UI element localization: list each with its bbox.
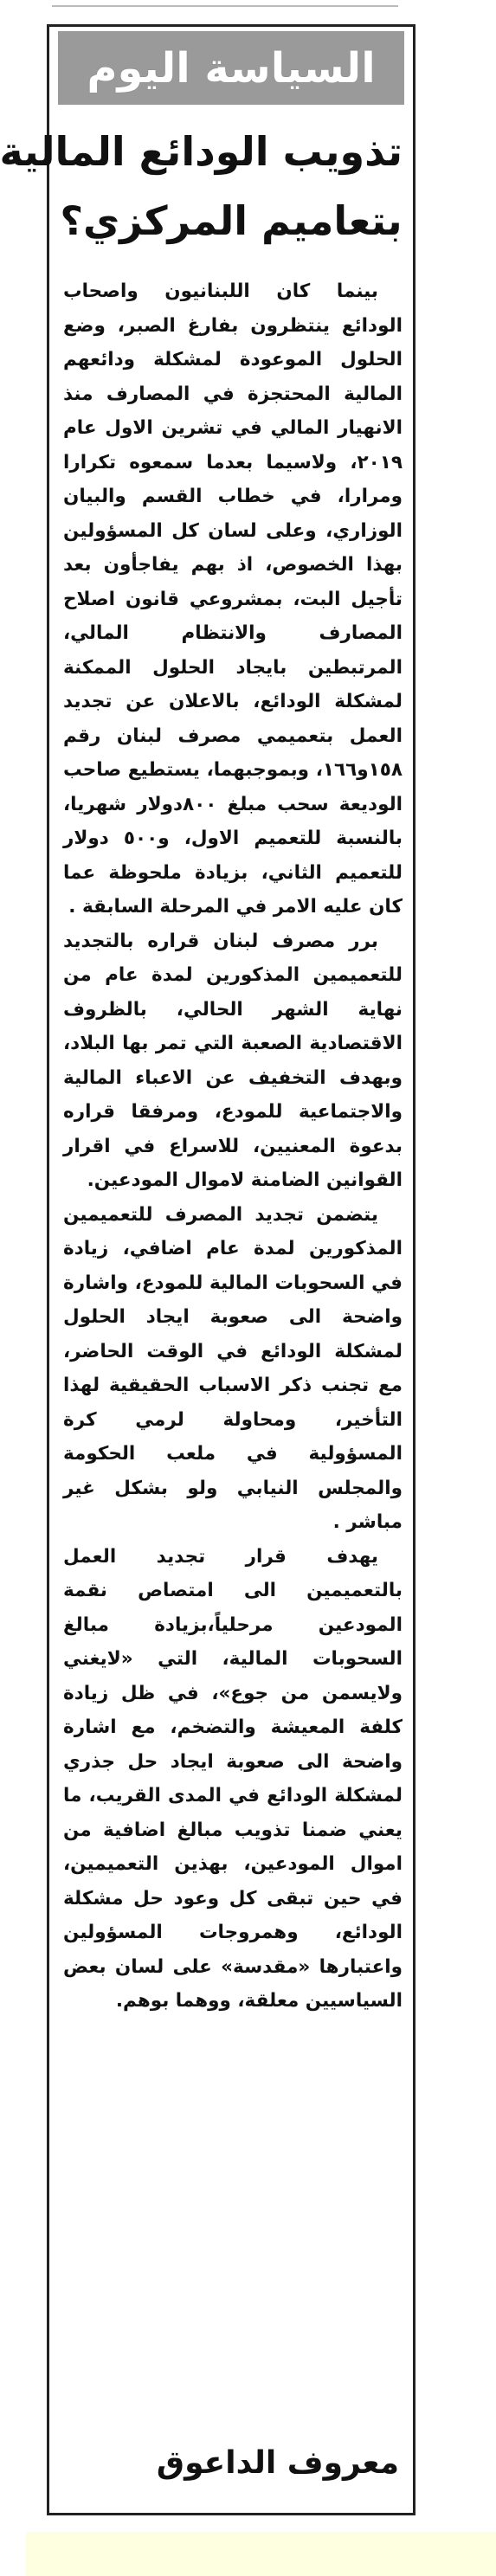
headline-line-2: بتعاميم المركزي؟	[60, 197, 403, 244]
paragraph: يتضمن تجديد المصرف للتعميمين المذكورين لمدة عام اضافي، زيادة في السحوبات المالية للمودع، واشارة واضحة الى صعوبة ايجاد الحلول لمشكلة الودائع في الوقت الحاضر، مع تجنب ذكر الاسباب الحقيقية لهذا التأخير، ومحاولة لرمي كرة المسؤولية في ملعب الحكومة والمجلس النيابي ولو بشكل غير مباشر .	[63, 1203, 403, 1533]
section-banner-title: السياسة اليوم	[87, 43, 376, 93]
paragraph: بينما كان اللبنانيون واصحاب الودائع ينتظرون بفارغ الصبر، وضع الحلول الموعودة لمشكلة ودائعهم المالية المحتجزة في المصارف منذ الانهيار المالي في تشرين الاول عام ٢٠١٩، ولاسيما بعدما سمعوه تكرارا ومرارا، في خطاب القسم والبيان الوزاري، وعلى لسان كل المسؤولين بهذا الخصوص، اذ بهم يفاجأون بعد تأجيل البت، بمشروعي قانون اصلاح المصارف والانتظام المالي، المرتبطين بايجاد الحلول الممكنة لمشكلة الودائع، بالاعلان عن تجديد العمل بتعميمي مصرف لبنان رقم ١٥٨و١٦٦، وبموجبهما، يستطيع صاحب الوديعة سحب مبلغ ٨٠٠دولار شهريا، بالنسبة للتعميم الاول، و٥٠٠ دولار للتعميم الثاني، بزيادة ملحوظة عما كان عليه الامر في المرحلة السابقة .	[63, 280, 403, 918]
paragraph: يهدف قرار تجديد العمل بالتعميمين الى امتصاص نقمة المودعين مرحلياً،بزيادة مبالغ السحوبات المالية، التي «لايغني ولايسمن من جوع»، في ظل زيادة كلفة المعيشة والتضخم، مع اشارة واضحة الى صعوبة ايجاد حل جذري لمشكلة الودائع في المدى القريب، ما يعني ضمنا تذويب مبالغ اضافية من اموال المودعين، بهذين التعميمين، في حين تبقى كل وعود حل مشكلة الودائع، وهمروجات المسؤولين واعتبارها «مقدسة» على لسان بعض السياسيين معلقة، ووهما بوهم.	[63, 1545, 403, 2012]
paragraph: برر مصرف لبنان قراره بالتجديد للتعميمين المذكورين لمدة عام من نهاية الشهر الحالي، بالظروف الاقتصادية الصعبة التي تمر بها البلاد، وبهدف التخفيف عن الاعباء المالية والاجتماعية للمودع، ومرفقا قراره بدعوة المعنيين، للاسراع في اقرار القوانين الضامنة لاموال المودعين.	[63, 930, 403, 1191]
article-headline	[0, 117, 403, 255]
top-rule	[52, 5, 398, 7]
author-signature: معروف الداعوق	[156, 2445, 399, 2481]
bottom-band	[26, 2532, 496, 2576]
article-frame	[0, 24, 415, 2515]
headline-line-1: تذويب الودائع المالية	[0, 128, 403, 175]
section-banner	[58, 31, 404, 105]
article-body	[63, 274, 403, 2019]
